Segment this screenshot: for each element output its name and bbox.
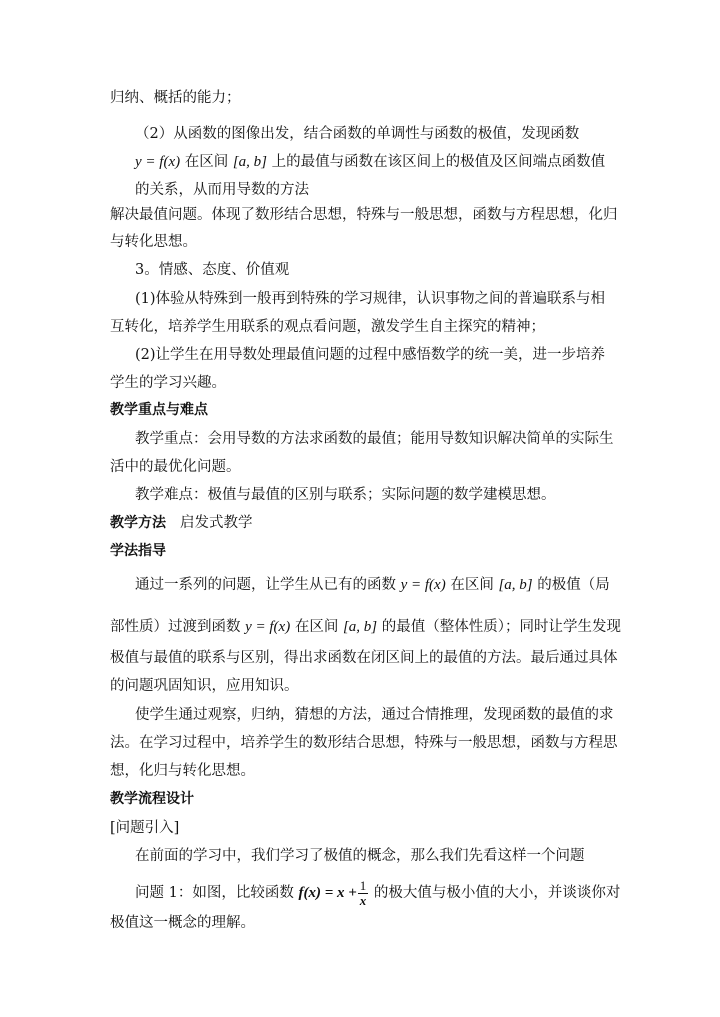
math-expression: [a, b] [342, 619, 378, 635]
text-span: 的极大值与极小值的大小，并谈谈你对 [369, 885, 621, 901]
text-line: 教学重点：会用导数的方法求函数的最值；能用导数知识解决简单的实际生 [135, 431, 614, 447]
math-expression: y = f(x) [135, 154, 181, 170]
text-line: 的关系，从而用导数的方法 [135, 182, 309, 198]
text-line: 想，化归与转化思想。 [110, 763, 255, 779]
text-line: (1)体验从特殊到一般再到特殊的学习规律，认识事物之间的普遍联系与相 [135, 291, 606, 307]
text-line: 极值与最值的联系与区别，得出求函数在闭区间上的最值的方法。最后通过具体 [110, 650, 618, 666]
text-line: 与转化思想。 [110, 234, 197, 250]
text-line: 教学难点：极值与最值的区别与联系；实际问题的数学建模思想。 [135, 487, 556, 503]
subsection-heading: [问题引入] [110, 820, 180, 836]
text-line: 法。在学习过程中，培养学生的数形结合思想，特殊与一般思想，函数与方程思 [110, 735, 618, 751]
text-span: 部性质）过渡到函数 [110, 619, 246, 635]
text-line: （2）从函数的图像出发，结合函数的单调性与函数的极值，发现函数 [135, 126, 580, 142]
math-expression: y = f(x) [245, 619, 291, 635]
text-line [110, 617, 621, 637]
text-line: 极值这一概念的理解。 [110, 915, 255, 931]
text-line: 学生的学习兴趣。 [110, 375, 226, 391]
section-heading: 学法指导 [110, 543, 166, 559]
text-span: 问题 1：如图，比较函数 [135, 885, 299, 901]
text-span: 在区间 [290, 619, 343, 635]
fraction-denominator: x [359, 892, 367, 908]
section-heading: 教学流程设计 [110, 791, 194, 807]
text-line: 3。情感、态度、价值观 [135, 262, 290, 278]
text-line: 在前面的学习中，我们学习了极值的概念，那么我们先看这样一个问题 [135, 848, 585, 864]
text-line: 使学生通过观察，归纳，猜想的方法，通过合情推理，发现函数的最值的求 [135, 707, 614, 723]
text-line: 的问题巩固知识，应用知识。 [110, 678, 299, 694]
text-span: 通过一系列的问题，让学生从已有的函数 [135, 577, 401, 593]
text-span: 的最值（整体性质）；同时让学生发现 [377, 619, 621, 635]
text-span: 在区间 [445, 577, 499, 593]
math-expression: [a, b] [232, 154, 268, 170]
text-span: 在区间 [180, 154, 233, 170]
text-line [135, 575, 610, 595]
section-heading: 教学重点与难点 [110, 402, 208, 418]
math-expression: f(x) = x + [298, 885, 357, 901]
section-heading: 教学方法 [110, 515, 166, 531]
text-line [110, 513, 253, 533]
text-span: 上的最值与函数在该区间上的极值及区间端点函数值 [267, 154, 606, 170]
text-line [135, 152, 605, 172]
text-line: 归纳、概括的能力； [110, 90, 241, 106]
fraction-numerator: 1 [359, 877, 367, 893]
math-expression: y = f(x) [400, 577, 446, 593]
text-line: (2)让学生在用导数处理最值问题的过程中感悟数学的统一美，进一步培养 [135, 347, 606, 363]
text-span: 启发式教学 [180, 515, 253, 531]
text-line: 互转化，培养学生用联系的观点看问题，激发学生自主探究的精神； [110, 319, 545, 335]
text-line [135, 876, 620, 910]
fraction [358, 879, 369, 908]
text-line: 活中的最优化问题。 [110, 459, 241, 475]
text-line: 解决最值问题。体现了数形结合思想，特殊与一般思想，函数与方程思想，化归 [110, 207, 618, 223]
text-span: 的极值（局 [532, 577, 610, 593]
math-expression: [a, b] [498, 577, 533, 593]
